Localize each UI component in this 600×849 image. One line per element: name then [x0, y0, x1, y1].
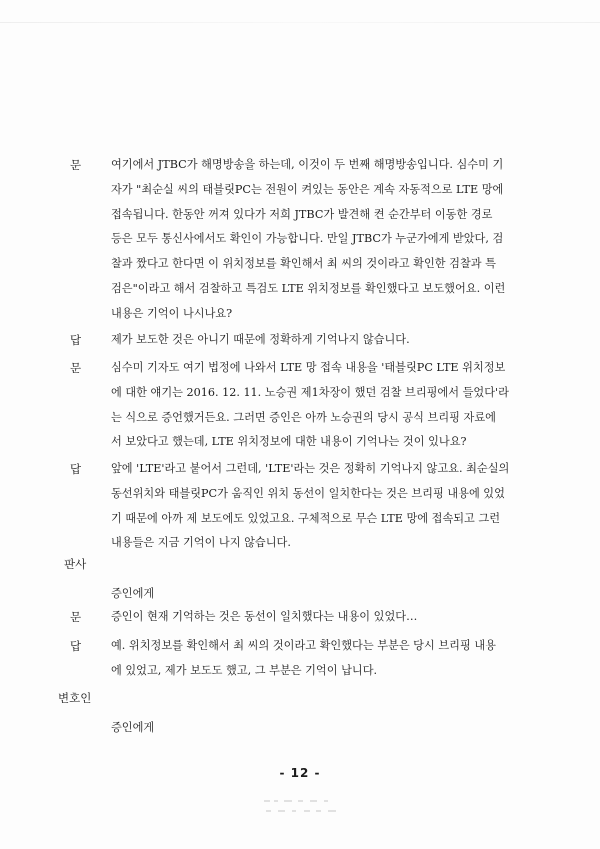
entry-text — [111, 328, 521, 353]
speaker-label: 변호인 — [58, 691, 92, 705]
text-line: 예. 위치정보를 확인해서 최 씨의 것이라고 확인했다는 부분은 당시 브리핑 내용 — [111, 639, 496, 652]
text-line: 등은 모두 통신사에서도 확인이 가능합니다. 만일 JTBC가 누군가에게 받았다, 검 — [111, 232, 504, 246]
text-line: 동선위치와 태블릿PC가 움직인 위치 동선이 일치한다는 것은 브리핑 내용에 있었 — [111, 486, 505, 500]
text-line: 는 식으로 증언했거든요. 그러면 증인은 아까 노승권의 당시 공식 브리핑 자료에 — [111, 410, 496, 424]
speaker-label: 판사 — [64, 557, 87, 571]
addressee-text: 증인에게 — [111, 587, 155, 600]
scan-artifact-line — [0, 22, 600, 23]
addressee-text: 증인에게 — [111, 721, 155, 734]
entry-text — [111, 634, 521, 684]
speaker-label: 문 — [70, 610, 82, 624]
text-line: 에 있었고, 제가 보도도 했고, 그 부분은 기억이 납니다. — [111, 663, 378, 677]
text-line: 찰과 짰다고 한다면 이 위치정보를 확인해서 최 씨의 것이라고 확인한 검찰과 특 — [111, 257, 496, 271]
text-line: 자가 "최순실 씨의 태블릿PC는 전원이 켜있는 동안은 계속 자동적으로 LTE 망에 — [111, 182, 504, 196]
text-line: 검은"이라고 해서 검찰하고 특검도 LTE 위치정보를 확인했다고 보도했어요. 이런 — [111, 281, 506, 295]
speaker-label: 답 — [70, 639, 82, 653]
speaker-label: 답 — [70, 333, 82, 347]
speaker-label: 문 — [70, 361, 82, 375]
faint-stamp-mark — [258, 792, 348, 824]
entry-text — [111, 457, 521, 556]
entry-text — [111, 356, 521, 455]
text-line: 심수미 기자도 여기 법정에 나와서 LTE 망 접속 내용을 '태블릿PC LTE 위치정보 — [111, 361, 506, 374]
text-line: 내용들은 지금 기억이 나지 않습니다. — [111, 536, 291, 550]
text-line: 앞에 'LTE'라고 붙어서 그런데, 'LTE'라는 것은 정확히 기억나지 않고요. 최순실의 — [111, 462, 510, 475]
text-line: 내용은 기억이 나시나요? — [111, 306, 233, 320]
text-line: 제가 보도한 것은 아니기 때문에 정확하게 기억나지 않습니다. — [111, 333, 410, 346]
text-line: 에 대한 얘기는 2016. 12. 11. 노승권 제1차장이 했던 검찰 브리핑에서 들었다'라 — [111, 385, 509, 399]
page-number: - 12 - — [279, 766, 321, 780]
text-line: 여기에서 JTBC가 해명방송을 하는데, 이것이 두 번째 해명방송입니다. 심수미 기 — [111, 158, 504, 171]
speaker-label: 문 — [70, 158, 82, 172]
entry-text — [111, 153, 521, 327]
text-line: 증인이 현재 기억하는 것은 동선이 일치했다는 내용이 있었다… — [111, 610, 418, 623]
text-line: 기 때문에 아까 제 보도에도 있었고요. 구체적으로 무슨 LTE 망에 접속되고 그런 — [111, 511, 501, 525]
text-line: 접속됩니다. 한동안 꺼져 있다가 저희 JTBC가 발견해 켠 순간부터 이동한 경로 — [111, 207, 493, 221]
entry-text — [111, 605, 521, 630]
speaker-label: 답 — [70, 462, 82, 476]
text-line: 서 보았다고 했는데, LTE 위치정보에 대한 내용이 기억나는 것이 있나요? — [111, 435, 467, 449]
